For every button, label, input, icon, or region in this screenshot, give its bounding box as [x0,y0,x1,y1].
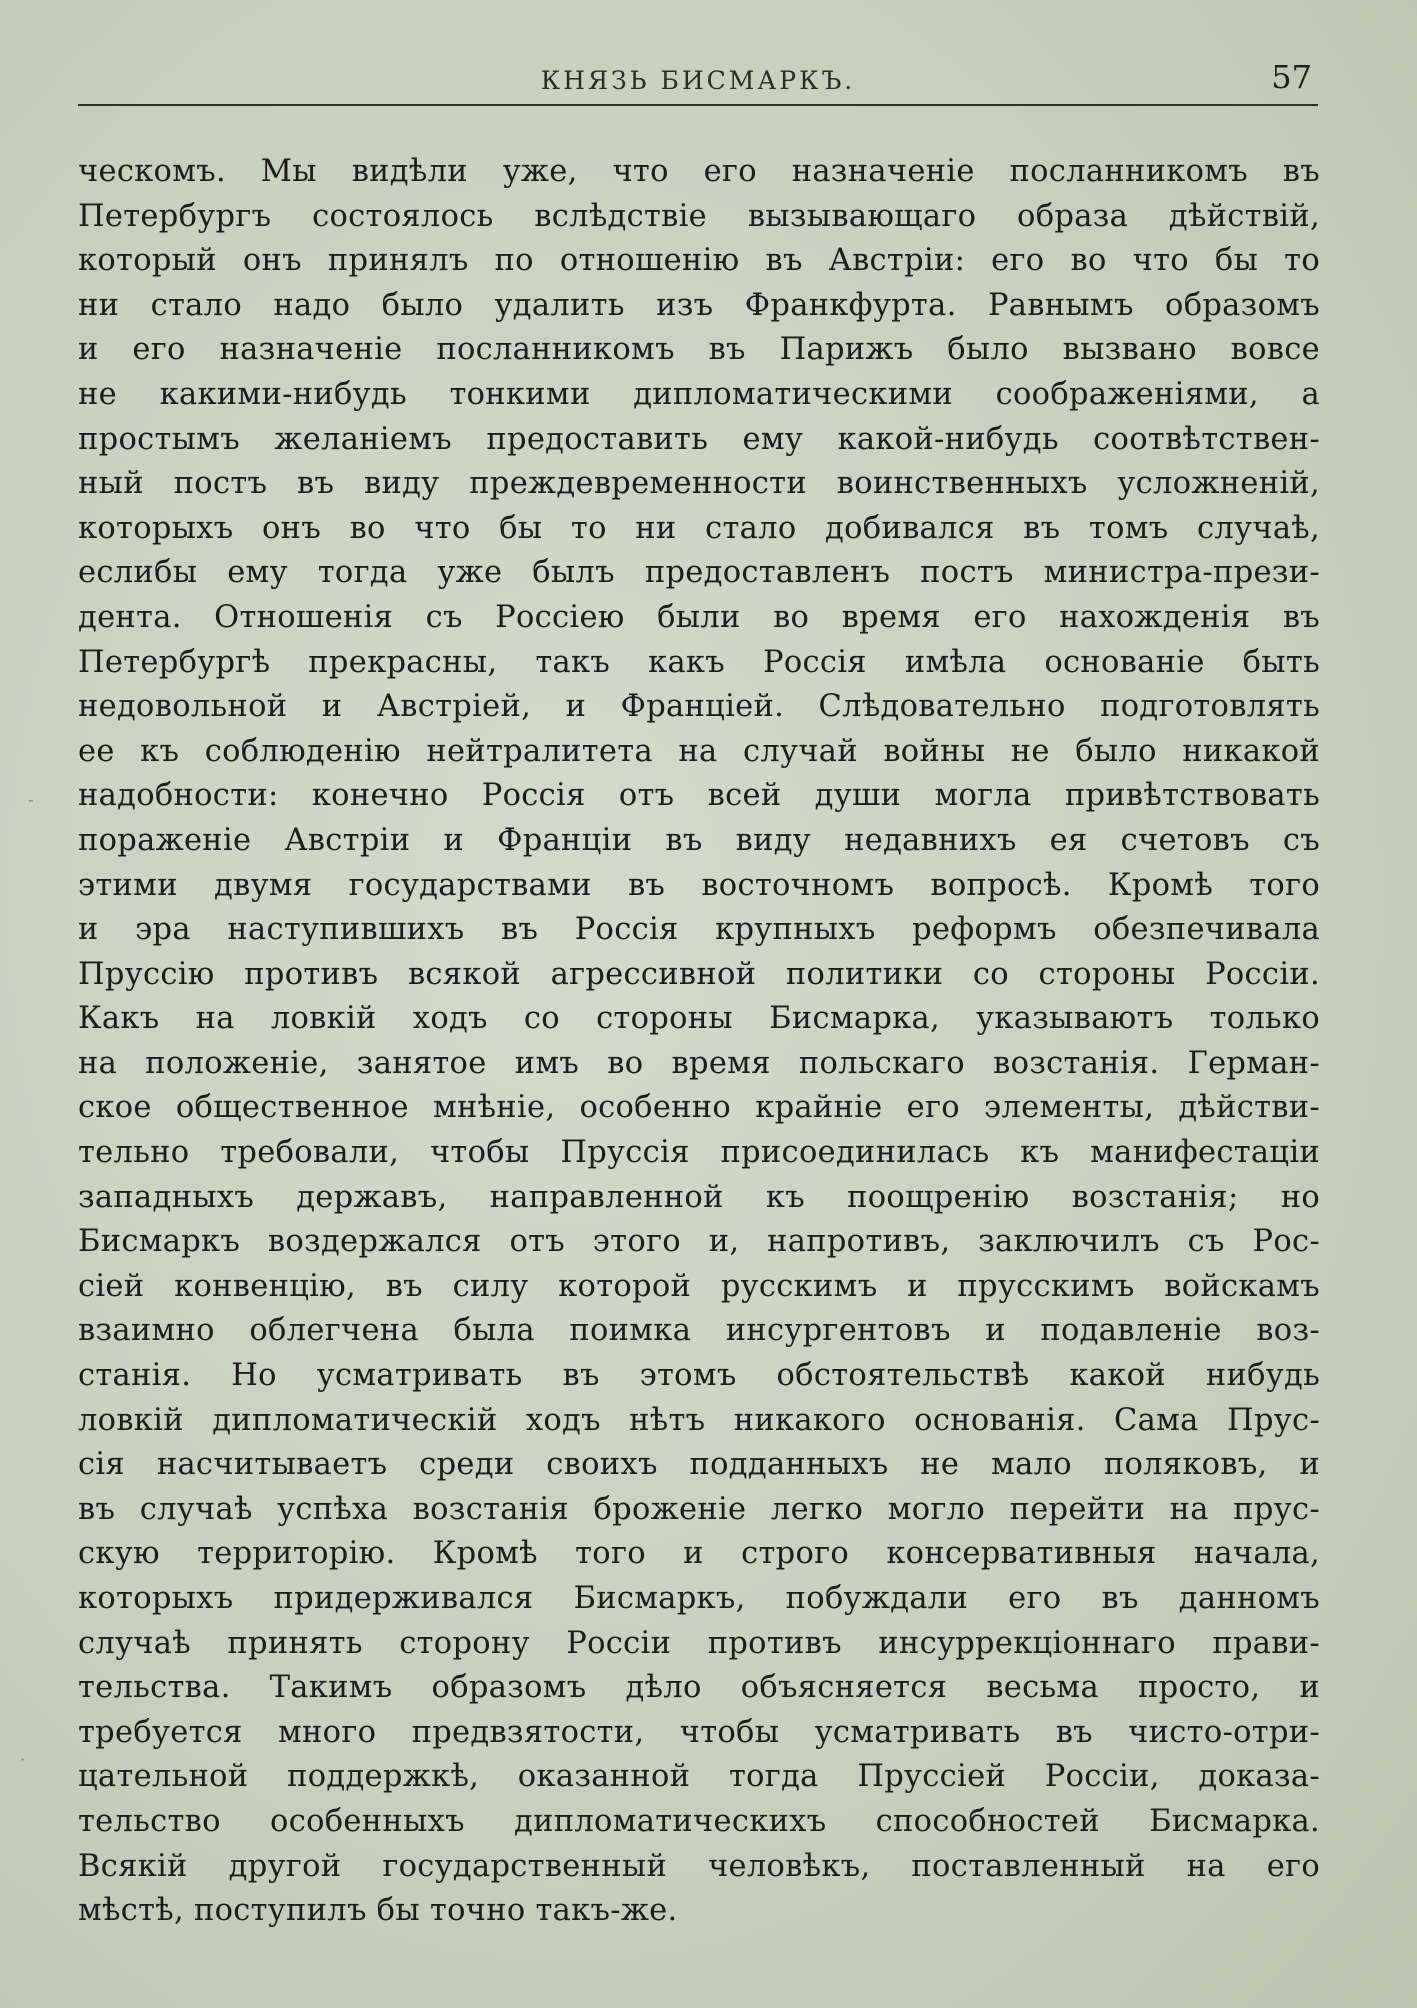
text-line: мѣстѣ, поступилъ бы точно такъ-же. [78,1893,678,1929]
text-line: требуется много предвзятости, чтобы усматривать въ чисто-отри- [78,1714,1320,1750]
text-line: надобности: конечно Россія отъ всей души могла привѣтствовать [78,778,1320,814]
text-line: Всякій другой государственный человѣкъ, поставленный на его [78,1848,1320,1884]
text-line: западныхъ державъ, направленной къ поощренію возстанія; но [78,1179,1320,1215]
text-line: Какъ на ловкій ходъ со стороны Бисмарка, указываютъ только [78,1001,1320,1037]
text-line: цательной поддержкѣ, оказанной тогда Пруссіей Россіи, доказа- [78,1759,1320,1795]
text-line: сіей конвенцію, въ силу которой русскимъ и прусскимъ войскамъ [78,1268,1320,1304]
text-line: не какими-нибудь тонкими дипломатическими соображеніями, а [78,376,1320,412]
text-line: ское общественное мнѣніе, особенно крайніе его элементы, дѣйстви- [78,1090,1320,1126]
text-line: взаимно облегчена была поимка инсургентовъ и подавленіе воз- [78,1313,1320,1349]
text-line: которыхъ онъ во что бы то ни стало добивался въ томъ случаѣ, [78,510,1320,546]
text-line: Пруссію противъ всякой агрессивной политики со стороны Россіи. [78,956,1320,992]
running-title: КНЯЗЬ БИСМАРКЪ. [540,66,856,95]
text-line: сія насчитываетъ среди своихъ подданныхъ не мало поляковъ, и [78,1447,1320,1483]
margin-mark: - [28,790,34,809]
text-line: Петербургъ состоялось вслѣдствіе вызывающаго образа дѣйствій, [78,198,1320,234]
text-line: и эра наступившихъ въ Россія крупныхъ реформъ обезпечивала [78,912,1320,948]
text-line: которыхъ придерживался Бисмаркъ, побуждали его въ данномъ [78,1581,1320,1616]
text-line: недовольной и Австріей, и Франціей. Слѣдовательно подготовлять [78,689,1320,725]
text-line: Петербургѣ прекрасны, такъ какъ Россія имѣла основаніе быть [78,644,1320,680]
margin-mark: · [20,1750,26,1769]
text-line: еслибы ему тогда уже былъ предоставленъ постъ министра-прези- [78,555,1320,591]
page-number: 57 [1271,58,1312,96]
text-line: который онъ принялъ по отношенію въ Австріи: его во что бы то [78,243,1320,279]
text-line: ческомъ. Мы видѣли уже, что его назначеніе посланникомъ въ [78,154,1320,189]
body-text [78,150,1320,1934]
text-line: на положеніе, занятое имъ во время польскаго возстанія. Герман- [78,1045,1320,1081]
header-rule [78,104,1318,106]
text-line: въ случаѣ успѣха возстанія броженіе легко могло перейти на прус- [78,1491,1320,1527]
text-line: тельно требовали, чтобы Пруссія присоединилась къ манифестаціи [78,1135,1320,1171]
text-line: скую территорію. Кромѣ того и строго консервативныя начала, [78,1536,1320,1572]
text-line: ный постъ въ виду преждевременности воинственныхъ усложненій, [78,466,1320,502]
text-line: ни стало надо было удалить изъ Франкфурта. Равнымъ образомъ [78,287,1320,323]
text-line: ее къ соблюденію нейтралитета на случай войны не было никакой [78,733,1320,769]
text-line: Бисмаркъ воздержался отъ этого и, напротивъ, заключилъ съ Рос- [78,1224,1320,1260]
text-line: случаѣ принять сторону Россіи противъ инсуррекціоннаго прави- [78,1625,1320,1661]
text-line: ловкій дипломатическій ходъ нѣтъ никакого основанія. Сама Прус- [78,1402,1320,1438]
text-line: этими двумя государствами въ восточномъ вопросѣ. Кромѣ того [78,867,1320,903]
text-line: тельства. Такимъ образомъ дѣло объясняется весьма просто, и [78,1670,1320,1706]
text-line: и его назначеніе посланникомъ въ Парижъ было вызвано вовсе [78,332,1320,368]
running-head [78,58,1318,108]
text-line: пораженіе Австріи и Франціи въ виду недавнихъ ея счетовъ съ [78,822,1320,858]
text-line: станія. Но усматривать въ этомъ обстоятельствѣ какой нибудь [78,1358,1320,1394]
text-line: простымъ желаніемъ предоставить ему какой-нибудь соотвѣтствен- [78,421,1320,457]
text-line: дента. Отношенія съ Россіею были во время его нахожденія въ [78,599,1320,635]
text-line: тельство особенныхъ дипломатическихъ способностей Бисмарка. [78,1803,1320,1839]
